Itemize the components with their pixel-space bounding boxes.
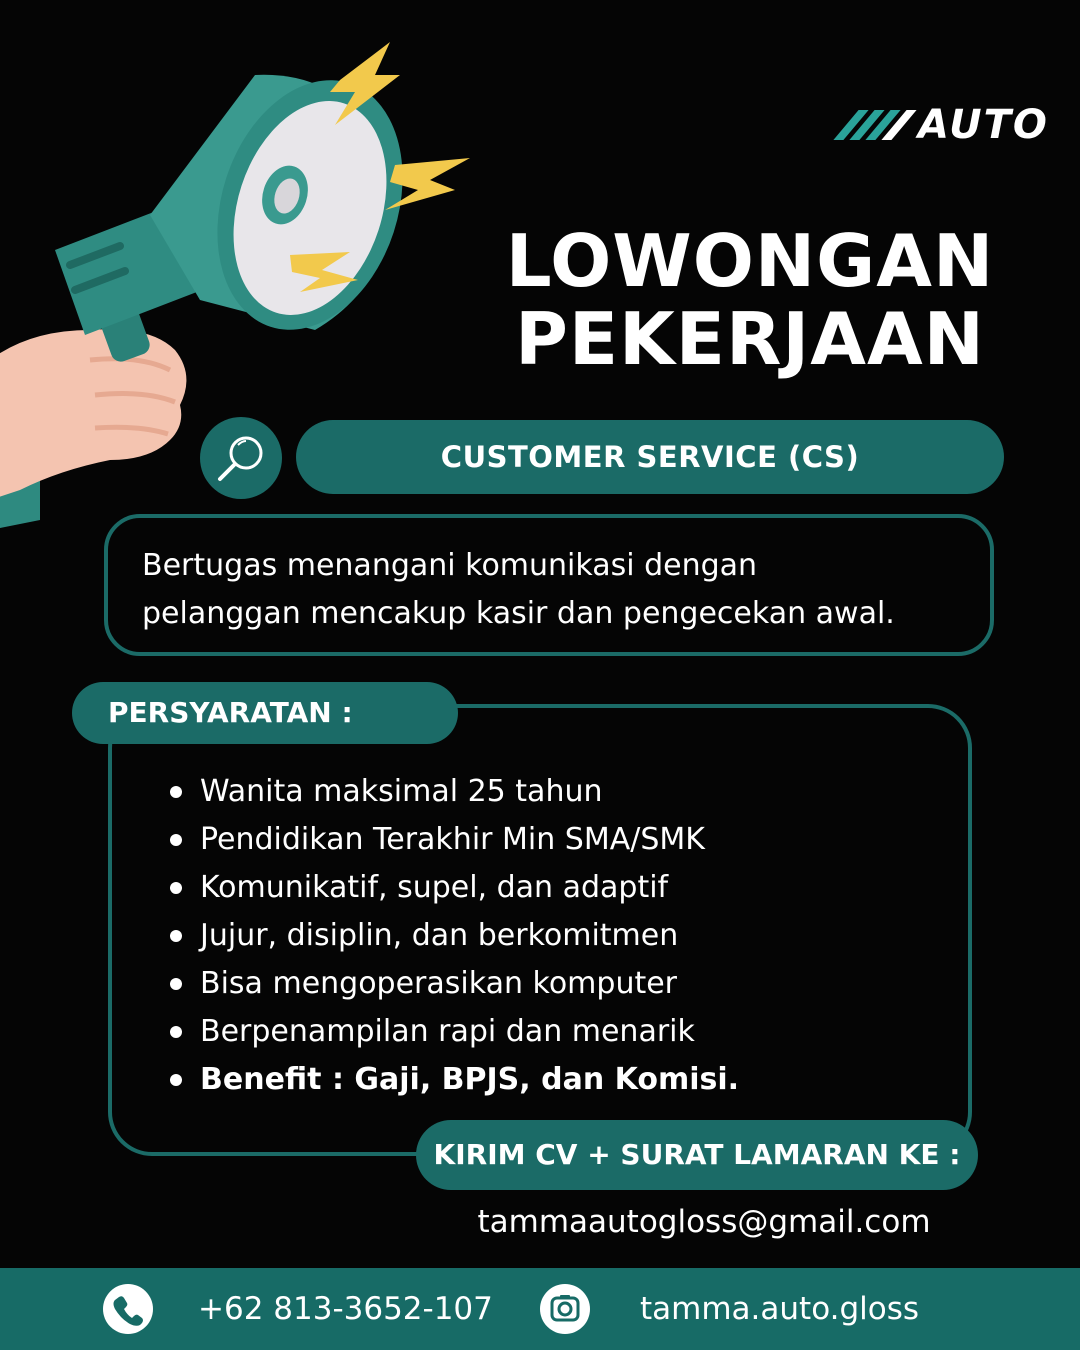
bullet-icon bbox=[170, 1074, 182, 1086]
list-item: Pendidikan Terakhir Min SMA/SMK bbox=[166, 816, 926, 864]
brand-logo-text: AUTO bbox=[918, 102, 1049, 148]
job-description-box bbox=[104, 514, 994, 656]
search-icon bbox=[200, 417, 282, 499]
position-title: CUSTOMER SERVICE (CS) bbox=[296, 420, 1004, 494]
list-item: Wanita maksimal 25 tahun bbox=[166, 768, 926, 816]
headline-line-1: LOWONGAN bbox=[505, 219, 995, 303]
contact-footer bbox=[0, 1268, 1080, 1350]
job-description-line-2: pelanggan mencakup kasir dan pengecekan awal. bbox=[142, 596, 895, 631]
bullet-icon bbox=[170, 882, 182, 894]
bullet-icon bbox=[170, 834, 182, 846]
list-item-benefit: Benefit : Gaji, BPJS, dan Komisi. bbox=[166, 1056, 926, 1104]
instagram-icon bbox=[540, 1284, 590, 1334]
requirements-label: PERSYARATAN : bbox=[72, 682, 458, 744]
page-title bbox=[470, 219, 1030, 381]
job-description bbox=[142, 542, 992, 638]
bullet-icon bbox=[170, 1026, 182, 1038]
requirements-list bbox=[166, 768, 926, 1104]
list-item: Berpenampilan rapi dan menarik bbox=[166, 1008, 926, 1056]
job-description-line-1: Bertugas menangani komunikasi dengan bbox=[142, 548, 758, 583]
bullet-icon bbox=[170, 978, 182, 990]
brand-logo bbox=[838, 102, 1050, 148]
list-item: Bisa mengoperasikan komputer bbox=[166, 960, 926, 1008]
contact-email-link[interactable]: tammaautogloss@gmail.com bbox=[477, 1204, 931, 1240]
apply-instruction: KIRIM CV + SURAT LAMARAN KE : bbox=[416, 1120, 978, 1190]
bullet-icon bbox=[170, 930, 182, 942]
list-item: Jujur, disiplin, dan berkomitmen bbox=[166, 912, 926, 960]
bullet-icon bbox=[170, 786, 182, 798]
headline-line-2: PEKERJAAN bbox=[515, 297, 985, 381]
list-item: Komunikatif, supel, dan adaptif bbox=[166, 864, 926, 912]
phone-icon bbox=[103, 1284, 153, 1334]
contact-phone-link[interactable]: +62 813-3652-107 bbox=[198, 1291, 493, 1327]
contact-instagram-link[interactable]: tamma.auto.gloss bbox=[640, 1291, 920, 1327]
